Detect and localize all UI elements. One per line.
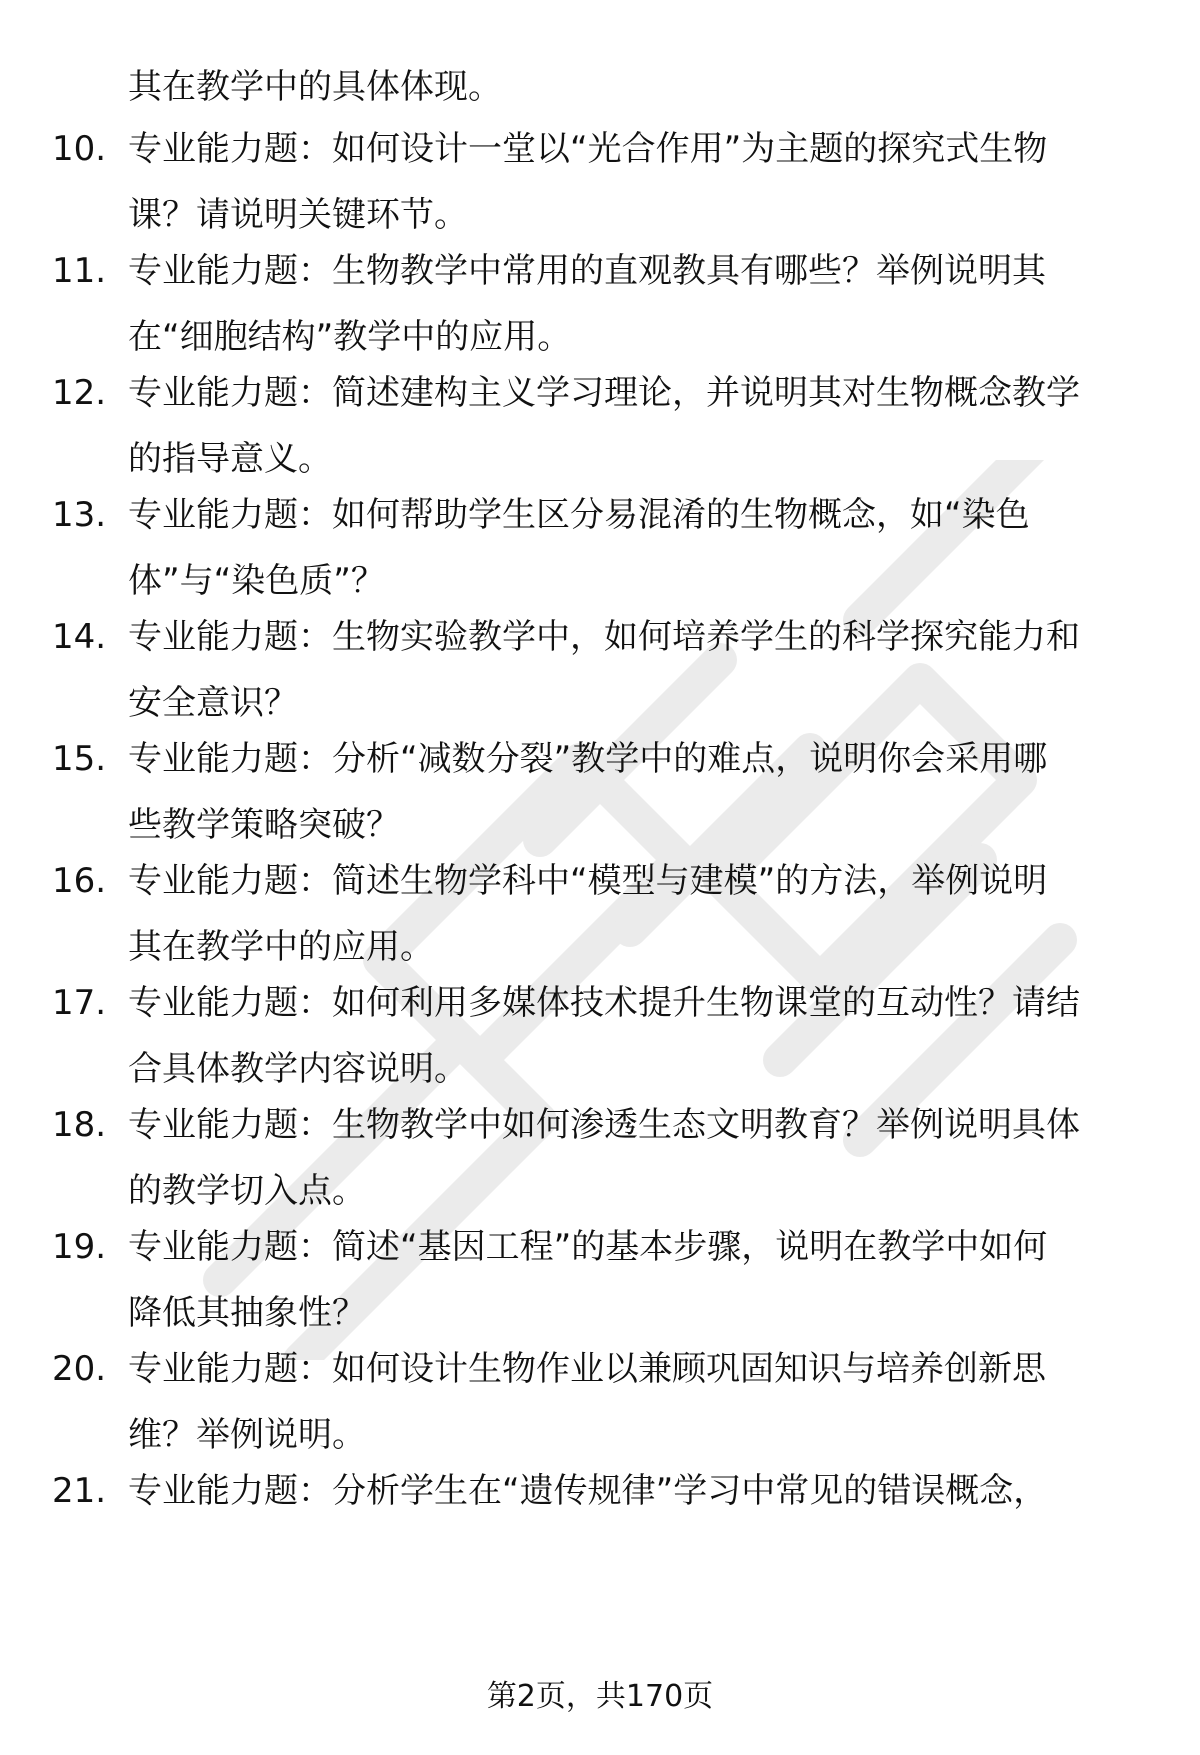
question-text-line: 专业能力题：简述“基因工程”的基本步骤，说明在教学中如何	[128, 1227, 1048, 1267]
question-text-line: 专业能力题：简述生物学科中“模型与建模”的方法，举例说明	[128, 861, 1048, 901]
question-number: 15.	[52, 739, 107, 779]
question-text-line: 专业能力题：分析学生在“遗传规律”学习中常见的错误概念，	[128, 1471, 1048, 1511]
question-text-line: 安全意识？	[128, 683, 298, 723]
question-text-line: 专业能力题：如何利用多媒体技术提升生物课堂的互动性？请结	[128, 983, 1080, 1023]
question-text-line: 课？请说明关键环节。	[128, 195, 468, 235]
question-text-line: 专业能力题：如何帮助学生区分易混淆的生物概念，如“染色	[128, 495, 1030, 535]
question-number: 14.	[52, 617, 107, 657]
question-number: 20.	[52, 1349, 107, 1389]
question-text-line: 专业能力题：如何设计一堂以“光合作用”为主题的探究式生物	[128, 129, 1048, 169]
question-text-line: 的指导意义。	[128, 439, 332, 479]
question-number: 13.	[52, 495, 107, 535]
question-text-line: 专业能力题：生物教学中如何渗透生态文明教育？举例说明具体	[128, 1105, 1080, 1145]
question-number: 19.	[52, 1227, 107, 1267]
question-text-line: 的教学切入点。	[128, 1171, 366, 1211]
continuation-text: 其在教学中的具体体现。	[128, 67, 502, 107]
question-number: 21.	[52, 1471, 107, 1511]
question-number: 12.	[52, 373, 107, 413]
question-number: 17.	[52, 983, 107, 1023]
question-number: 16.	[52, 861, 107, 901]
question-text-line: 降低其抽象性？	[128, 1293, 366, 1333]
question-text-line: 维？举例说明。	[128, 1415, 366, 1455]
question-text-line: 合具体教学内容说明。	[128, 1049, 468, 1089]
question-text-line: 其在教学中的应用。	[128, 927, 434, 967]
question-text-line: 专业能力题：生物教学中常用的直观教具有哪些？举例说明其	[128, 251, 1046, 291]
question-text-line: 专业能力题：简述建构主义学习理论，并说明其对生物概念教学	[128, 373, 1080, 413]
question-number: 10.	[52, 129, 107, 169]
question-text-line: 体”与“染色质”？	[128, 561, 385, 601]
question-number: 18.	[52, 1105, 107, 1145]
question-text-line: 在“细胞结构”教学中的应用。	[128, 317, 572, 357]
page-footer: 第2页，共170页	[486, 1679, 714, 1714]
question-text-line: 专业能力题：如何设计生物作业以兼顾巩固知识与培养创新思	[128, 1349, 1046, 1389]
question-number: 11.	[52, 251, 107, 291]
question-text-line: 专业能力题：生物实验教学中，如何培养学生的科学探究能力和	[128, 617, 1080, 657]
question-text-line: 专业能力题：分析“减数分裂”教学中的难点，说明你会采用哪	[128, 739, 1048, 779]
question-text-line: 些教学策略突破？	[128, 805, 400, 845]
